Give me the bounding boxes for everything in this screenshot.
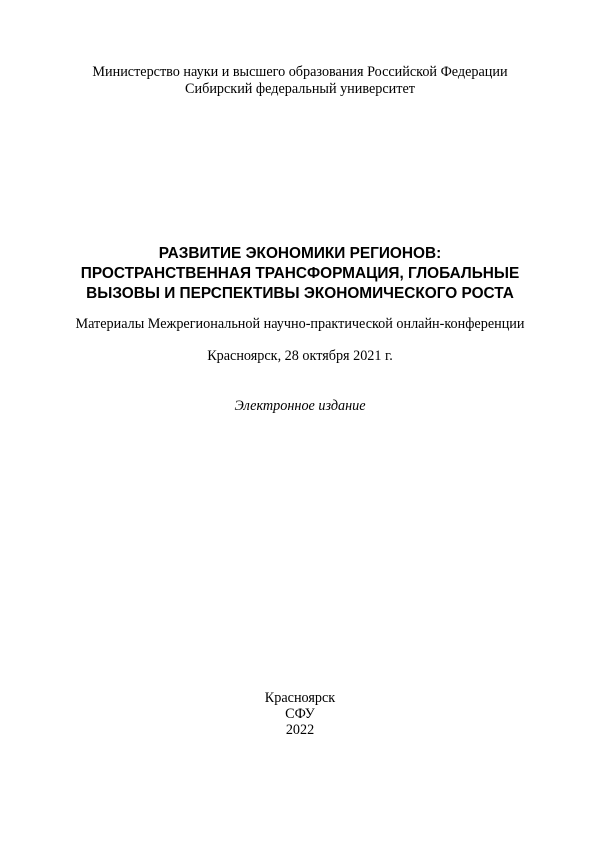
ministry-line: Министерство науки и высшего образования Российской Федерации <box>92 64 508 80</box>
title-line-2: ПРОСТРАНСТВЕННАЯ ТРАНСФОРМАЦИЯ, ГЛОБАЛЬНЫЕ <box>80 265 520 282</box>
university-line: Сибирский федеральный университет <box>185 81 415 97</box>
imprint-year: 2022 <box>285 722 315 738</box>
place-and-date: Красноярск, 28 октября 2021 г. <box>207 348 393 364</box>
title-line-3: ВЫЗОВЫ И ПЕРСПЕКТИВЫ ЭКОНОМИЧЕСКОГО РОСТА <box>86 285 514 302</box>
title-line-1: РАЗВИТИЕ ЭКОНОМИКИ РЕГИОНОВ: <box>158 245 442 262</box>
edition-type: Электронное издание <box>234 398 366 414</box>
imprint-publisher: СФУ <box>285 706 315 722</box>
conference-subtitle: Материалы Межрегиональной научно-практической онлайн-конференции <box>75 316 525 332</box>
imprint-city: Красноярск <box>264 690 336 706</box>
